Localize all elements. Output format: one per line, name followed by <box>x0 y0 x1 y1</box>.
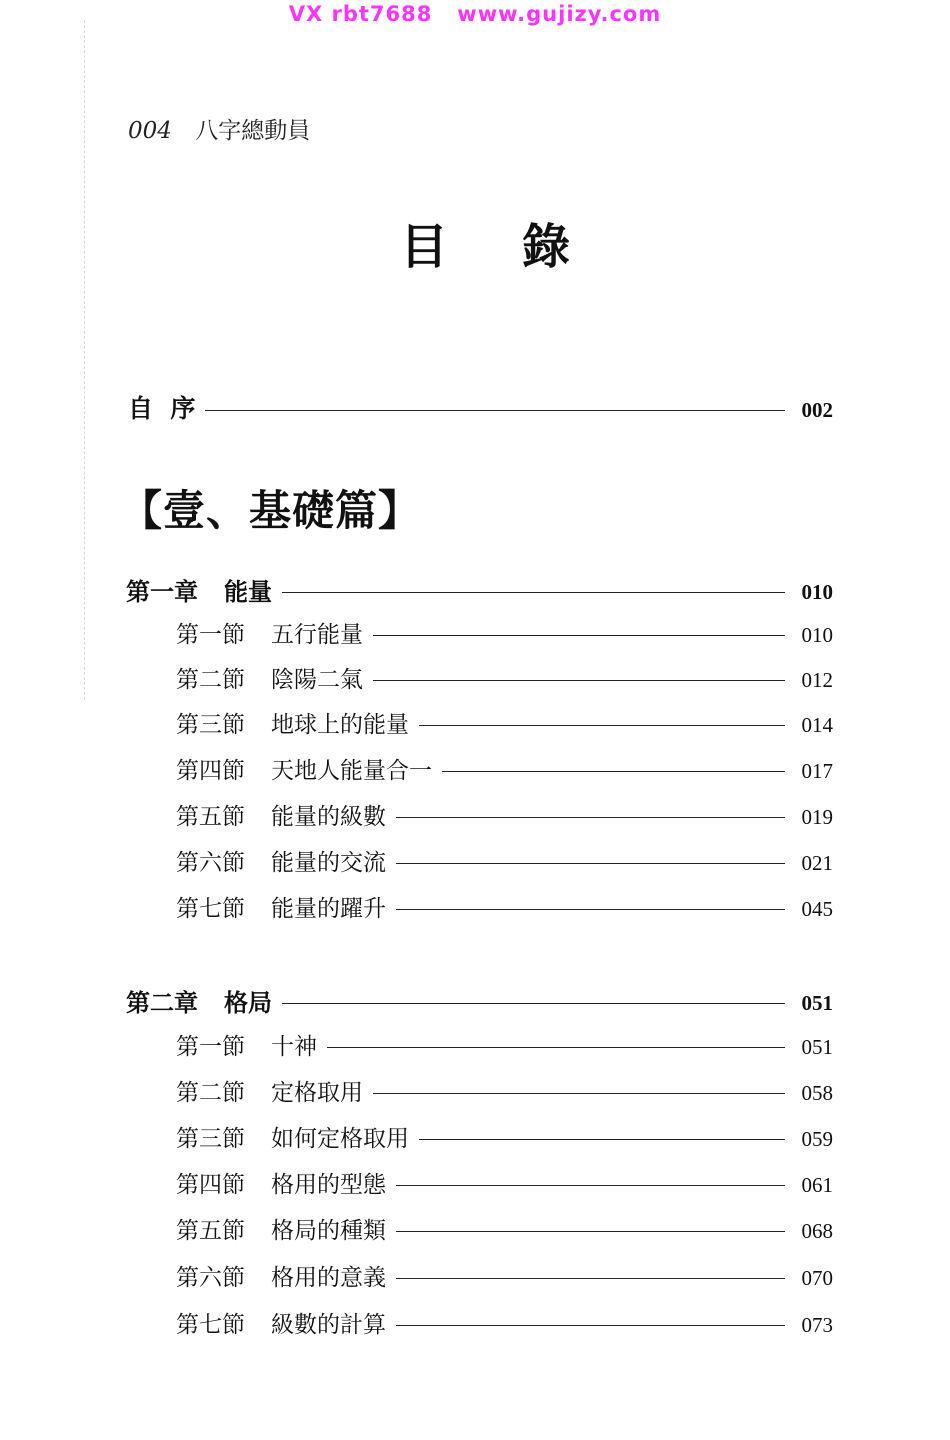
section-label: 第二節 <box>176 666 245 693</box>
leader-line <box>396 1325 785 1326</box>
section-page: 010 <box>801 622 833 647</box>
section-page: 014 <box>801 712 833 737</box>
toc-section[interactable] <box>176 705 833 739</box>
section-label: 第五節 <box>176 1217 245 1244</box>
section-page: 073 <box>801 1312 833 1337</box>
section-page: 068 <box>801 1218 833 1243</box>
section-label: 第六節 <box>176 849 245 876</box>
toc-entry-page: 002 <box>801 397 833 422</box>
chapter-name: 格局 <box>224 987 272 1017</box>
toc-section[interactable] <box>176 615 833 649</box>
leader-line <box>373 1093 785 1094</box>
leader-line <box>327 1047 785 1048</box>
chapter-label: 第二章 <box>126 987 198 1017</box>
section-page: 012 <box>801 667 833 692</box>
chapter-label: 第一章 <box>126 576 198 606</box>
toc-section[interactable] <box>176 1211 833 1245</box>
toc-section[interactable] <box>176 751 833 785</box>
section-name: 十神 <box>271 1033 317 1060</box>
section-page: 061 <box>801 1172 833 1197</box>
section-name: 天地人能量合一 <box>271 757 432 784</box>
section-page: 059 <box>801 1126 833 1151</box>
leader-line <box>396 1278 785 1279</box>
section-label: 第七節 <box>176 895 245 922</box>
section-label: 第二節 <box>176 1079 245 1106</box>
part-heading: 【壹、基礎篇】 <box>120 486 422 535</box>
section-page: 021 <box>801 850 833 875</box>
toc-entry-preface[interactable] <box>128 390 833 424</box>
section-name: 五行能量 <box>271 621 363 648</box>
toc-section[interactable] <box>176 1258 833 1292</box>
leader-line <box>419 725 785 726</box>
toc-section[interactable] <box>176 660 833 694</box>
toc-entry-label: 自 序 <box>128 394 196 423</box>
section-name: 格局的種類 <box>271 1217 386 1244</box>
section-name: 格用的型態 <box>271 1171 386 1198</box>
toc-section[interactable] <box>176 797 833 831</box>
leader-line <box>396 1231 785 1232</box>
page-title-left: 目 <box>400 219 449 275</box>
section-page: 070 <box>801 1265 833 1290</box>
section-label: 第一節 <box>176 621 245 648</box>
section-page: 058 <box>801 1080 833 1105</box>
section-name: 能量的級數 <box>271 803 386 830</box>
section-name: 定格取用 <box>271 1079 363 1106</box>
chapter-name: 能量 <box>224 576 272 606</box>
section-name: 如何定格取用 <box>271 1125 409 1152</box>
toc-section[interactable] <box>176 1119 833 1153</box>
leader-line <box>396 863 785 864</box>
section-name: 格用的意義 <box>271 1264 386 1291</box>
toc-section[interactable] <box>176 1073 833 1107</box>
section-label: 第七節 <box>176 1311 245 1338</box>
section-name: 能量的交流 <box>271 849 386 876</box>
section-name: 陰陽二氣 <box>271 666 363 693</box>
section-label: 第三節 <box>176 1125 245 1152</box>
chapter-page: 051 <box>801 990 833 1015</box>
leader-line <box>396 817 785 818</box>
leader-line <box>373 680 785 681</box>
section-page: 045 <box>801 896 833 921</box>
leader-line <box>442 771 785 772</box>
binding-edge <box>84 20 87 700</box>
section-label: 第四節 <box>176 1171 245 1198</box>
section-label: 第五節 <box>176 803 245 830</box>
toc-section[interactable] <box>176 889 833 923</box>
section-page: 051 <box>801 1034 833 1059</box>
toc-section[interactable] <box>176 1027 833 1061</box>
section-label: 第六節 <box>176 1264 245 1291</box>
header-page-number: 004 <box>128 118 172 144</box>
toc-chapter-1[interactable] <box>126 572 833 606</box>
leader-line <box>205 410 785 411</box>
section-name: 能量的躍升 <box>271 895 386 922</box>
toc-section[interactable] <box>176 1305 833 1339</box>
running-header <box>128 112 310 145</box>
header-book-title: 八字總動員 <box>195 118 311 144</box>
page-title <box>400 208 570 277</box>
section-name: 地球上的能量 <box>271 711 409 738</box>
section-label: 第三節 <box>176 711 245 738</box>
chapter-page: 010 <box>801 579 833 604</box>
leader-line <box>396 1185 785 1186</box>
toc-chapter-2[interactable] <box>126 983 833 1017</box>
leader-line <box>419 1139 785 1140</box>
section-label: 第一節 <box>176 1033 245 1060</box>
section-name: 級數的計算 <box>271 1311 386 1338</box>
section-page: 019 <box>801 804 833 829</box>
leader-line <box>396 909 785 910</box>
section-page: 017 <box>801 758 833 783</box>
leader-line <box>282 1003 785 1004</box>
section-label: 第四節 <box>176 757 245 784</box>
toc-section[interactable] <box>176 843 833 877</box>
page-title-right: 錄 <box>521 219 570 275</box>
watermark-text: VX rbt7688 www.gujizy.com <box>288 2 662 26</box>
leader-line <box>282 592 785 593</box>
toc-section[interactable] <box>176 1165 833 1199</box>
leader-line <box>373 635 785 636</box>
